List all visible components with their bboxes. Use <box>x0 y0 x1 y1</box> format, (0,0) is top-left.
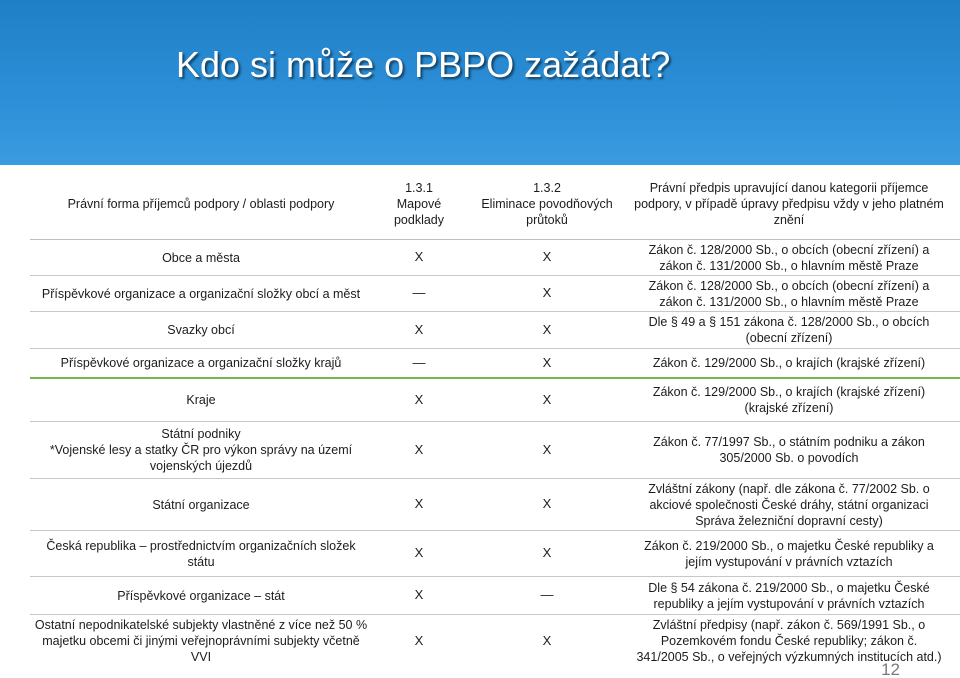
map-data-mark: X <box>414 632 424 648</box>
legal-basis: Zákon č. 219/2000 Sb., o majetku České republiky a jejím vystupování v právních vztazích <box>644 538 934 569</box>
map-data-mark: X <box>414 321 424 337</box>
header-flood-elimination: 1.3.2 Eliminace povodňových průtoků <box>481 180 613 227</box>
map-data-mark: — <box>412 354 426 370</box>
table-row <box>30 615 960 667</box>
map-data-mark: X <box>414 391 424 407</box>
flood-elimination-mark: — <box>540 587 554 603</box>
page-number: 12 <box>881 660 900 678</box>
table-row <box>30 422 960 479</box>
table-row <box>30 479 960 531</box>
legal-basis: Zákon č. 128/2000 Sb., o obcích (obecní zřízení) a zákon č. 131/2000 Sb., o hlavním městě Praze <box>648 278 930 309</box>
row-label: Obce a města <box>162 250 240 265</box>
legal-basis: Zákon č. 128/2000 Sb., o obcích (obecní zřízení) a zákon č. 131/2000 Sb., o hlavním městě Praze <box>648 242 930 273</box>
map-data-mark: X <box>414 496 424 512</box>
row-label: Kraje <box>186 393 216 407</box>
flood-elimination-mark: X <box>542 249 552 265</box>
flood-elimination-mark: X <box>542 441 552 457</box>
row-label: Příspěvkové organizace a organizační složky obcí a měst <box>41 286 361 301</box>
table-row <box>30 379 960 422</box>
legal-basis: Zákon č. 77/1997 Sb., o státním podniku a zákon 305/2000 Sb. o povodích <box>653 435 925 465</box>
table-row <box>30 312 960 349</box>
header-map-data: 1.3.1 Mapové podklady <box>393 180 445 227</box>
legal-basis: Dle § 49 a § 151 zákona č. 128/2000 Sb., o obcích (obecní zřízení) <box>648 315 930 345</box>
legal-basis: Dle § 54 zákona č. 219/2000 Sb., o majetku České republiky a jejím vystupování v právních vztazích <box>648 580 930 611</box>
title-banner <box>0 0 960 165</box>
table-row <box>30 577 960 615</box>
map-data-mark: X <box>414 249 424 265</box>
table-row <box>30 276 960 312</box>
row-label: Příspěvkové organizace a organizační složky krajů <box>60 356 342 370</box>
map-data-mark: — <box>412 285 426 301</box>
map-data-mark: X <box>414 545 424 561</box>
header-legal-basis: Právní předpis upravující danou kategorii příjemce podpory, v případě úpravy předpisu vždy v jeho platném znění <box>634 180 944 227</box>
table-header-row <box>30 168 960 240</box>
flood-elimination-mark: X <box>542 545 552 561</box>
flood-elimination-mark: X <box>542 321 552 337</box>
row-label: Státní organizace <box>152 497 250 512</box>
eligibility-table <box>30 168 960 667</box>
legal-basis: Zvláštní zákony (např. dle zákona č. 77/2002 Sb. o akciové společnosti České dráhy, státní organizaci Správa železniční dopravní cesty) <box>648 481 930 528</box>
table-row <box>30 240 960 276</box>
legal-basis: Zvláštní předpisy (např. zákon č. 569/1991 Sb., o Pozemkovém fondu České republiky; zákon č. 341/2005 Sb., o veřejných výzkumných institucích atd.) <box>636 618 942 664</box>
flood-elimination-mark: X <box>542 496 552 512</box>
slide-title: Kdo si může o PBPO zažádat? <box>176 44 671 85</box>
header-legal-form: Právní forma příjemců podpory / oblasti podpory <box>67 196 335 211</box>
row-label: Státní podniky *Vojenské lesy a statky ČR pro výkon správy na území vojenských újezdů <box>49 427 353 473</box>
table-row <box>30 531 960 577</box>
map-data-mark: X <box>414 441 424 457</box>
map-data-mark: X <box>414 587 424 603</box>
row-label: Česká republika – prostřednictvím organizačních složek státu <box>46 538 356 569</box>
row-label: Svazky obcí <box>167 323 235 337</box>
flood-elimination-mark: X <box>542 285 552 301</box>
legal-basis: Zákon č. 129/2000 Sb., o krajích (krajské zřízení) (krajské zřízení) <box>652 385 926 415</box>
flood-elimination-mark: X <box>542 354 552 370</box>
row-label: Příspěvkové organizace – stát <box>117 588 285 603</box>
flood-elimination-mark: X <box>542 391 552 407</box>
legal-basis: Zákon č. 129/2000 Sb., o krajích (krajské zřízení) <box>652 356 926 370</box>
flood-elimination-mark: X <box>542 632 552 648</box>
table-row <box>30 349 960 379</box>
row-label: Ostatní nepodnikatelské subjekty vlastněné z více než 50 % majetku obcemi či jinými veřejnoprávními subjekty včetně VVI <box>34 618 368 664</box>
